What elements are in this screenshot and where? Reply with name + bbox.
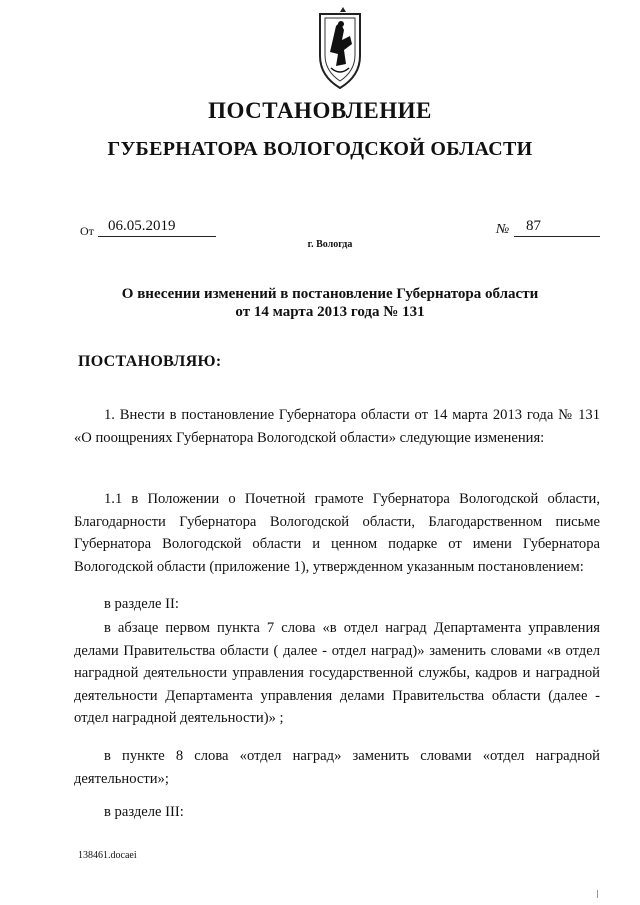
city-name: г. Вологда xyxy=(307,239,353,250)
subject-line-1: О внесении изменений в постановление Губернатора области xyxy=(121,286,539,302)
scan-mark xyxy=(597,890,598,898)
document-issuer: ГУБЕРНАТОРА ВОЛОГОДСКОЙ ОБЛАСТИ xyxy=(107,138,533,160)
number-label: № xyxy=(496,222,510,237)
document-subject xyxy=(0,285,640,321)
paragraph: 1.1 в Положении о Почетной грамоте Губернатора Вологодской области, Благодарности Губернатора Вологодской области, Благодарственном письме Губернатора Вологодской области и ценном подарке от имени Губернатора Вологодской области (приложение 1), утвержденном указанным постановлением: xyxy=(74,491,600,575)
decree-heading: ПОСТАНОВЛЯЮ: xyxy=(78,353,222,370)
subject-line-2: от 14 марта 2013 года № 131 xyxy=(235,304,425,320)
document-number: 87 xyxy=(514,218,600,237)
file-reference: 138461.docaei xyxy=(78,850,137,861)
date-label: От xyxy=(80,224,94,238)
coat-of-arms-emblem xyxy=(316,6,364,92)
document-date: 06.05.2019 xyxy=(98,218,216,237)
paragraph: в абзаце первом пункта 7 слова «в отдел наград Департамента управления делами Правительства области ( далее - отдел наград)» заменить словами «в отдел наградной деятельности управления государственной службы, кадров и наградной деятельности Департамента управления делами Правительства области (далее - отдел наградной деятельности)» ; xyxy=(74,620,600,726)
document-title: ПОСТАНОВЛЕНИЕ xyxy=(208,98,432,123)
paragraph: в разделе III: xyxy=(104,804,184,820)
paragraph: в разделе II: xyxy=(104,596,179,612)
paragraph: 1. Внести в постановление Губернатора области от 14 марта 2013 года № 131 «О поощрениях Губернатора Вологодской области» следующие изменения: xyxy=(74,407,600,446)
paragraph: в пункте 8 слова «отдел наград» заменить словами «отдел наградной деятельности»; xyxy=(74,748,600,787)
